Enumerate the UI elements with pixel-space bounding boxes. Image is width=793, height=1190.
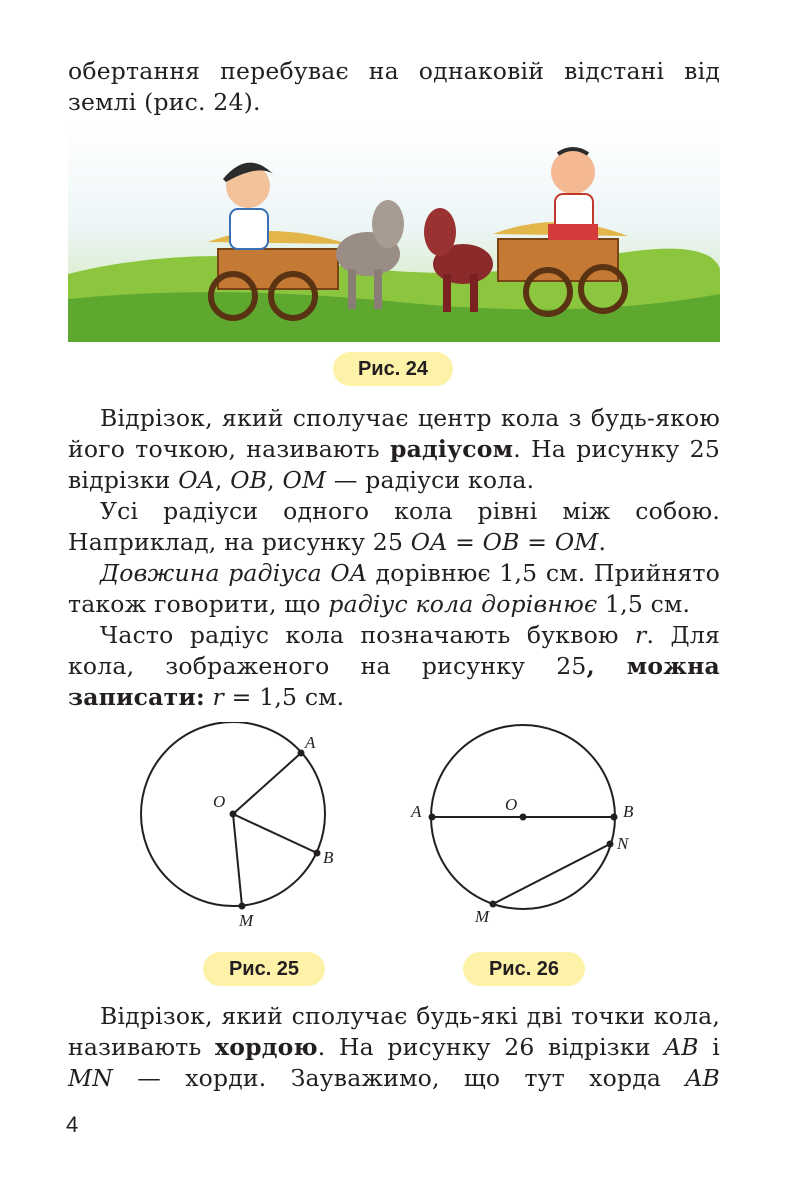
radii-equal-paragraph: Усі радіуси одного кола рівні між собою. Наприклад, на рисунку 25 OA = OB = OM.: [68, 497, 720, 556]
label-a: A: [305, 733, 316, 752]
page-number: 4: [66, 1112, 79, 1137]
point-b: [314, 850, 321, 857]
point-a: [298, 750, 305, 757]
figure-25-circle-radii: [130, 722, 340, 942]
label-b: B: [623, 802, 634, 821]
label-a: A: [411, 802, 422, 821]
point-m: [490, 901, 497, 908]
point-n: [607, 841, 614, 848]
radius-letter-paragraph: Часто радіус кола позначають буквою r. Для кола, зображеного на рисунку 25, можна записати: r = 1,5 см.: [68, 621, 720, 711]
radius-om: [233, 814, 242, 906]
term-radius: радіусом: [389, 435, 514, 463]
point-m: [239, 903, 246, 910]
figure-24-caption: Рис. 24: [333, 352, 453, 386]
radius-length-paragraph: Довжина радіуса OA дорівнює 1,5 см. Прийнято також говорити, що радіус кола дорівнює 1,5 см.: [68, 559, 720, 618]
chord-text: [68, 1001, 720, 1094]
label-o: O: [505, 795, 518, 814]
chord-mn: [493, 844, 610, 904]
radius-ob: [233, 814, 317, 853]
intro-text: [68, 56, 720, 118]
label-o: O: [213, 792, 226, 811]
chord-definition: Відрізок, який сполучає будь-які дві точки кола, називають хордою. На рисунку 26 відрізки AB і MN — хорди. Зауважимо, що тут хорда AB: [68, 1002, 720, 1092]
figure-26-caption: Рис. 26: [463, 952, 585, 986]
point-o: [520, 814, 527, 821]
intro-line-1: обертання перебуває на однаковій відстані від: [68, 57, 720, 85]
point-b: [611, 814, 618, 821]
label-m: M: [475, 907, 490, 926]
cossacks-carts-illustration: [68, 124, 720, 342]
label-n: N: [617, 834, 629, 853]
figure-25-caption: Рис. 25: [203, 952, 325, 986]
term-chord: хордою: [214, 1033, 318, 1061]
radius-definition: Відрізок, який сполучає центр кола з будь-якою його точкою, називають радіусом. На рисунку 25 відрізки OA, OB, OM — радіуси кола.: [68, 404, 720, 494]
label-m: M: [239, 911, 254, 930]
radii-formula: OA = OB = OM: [410, 528, 599, 556]
figure-26-circle-chords: [405, 722, 645, 942]
intro-line-2: землі (рис. 24).: [68, 88, 261, 116]
point-a: [429, 814, 436, 821]
radius-oa: [233, 753, 301, 814]
label-b: B: [323, 848, 334, 867]
main-text: [68, 403, 720, 713]
point-o: [230, 811, 237, 818]
